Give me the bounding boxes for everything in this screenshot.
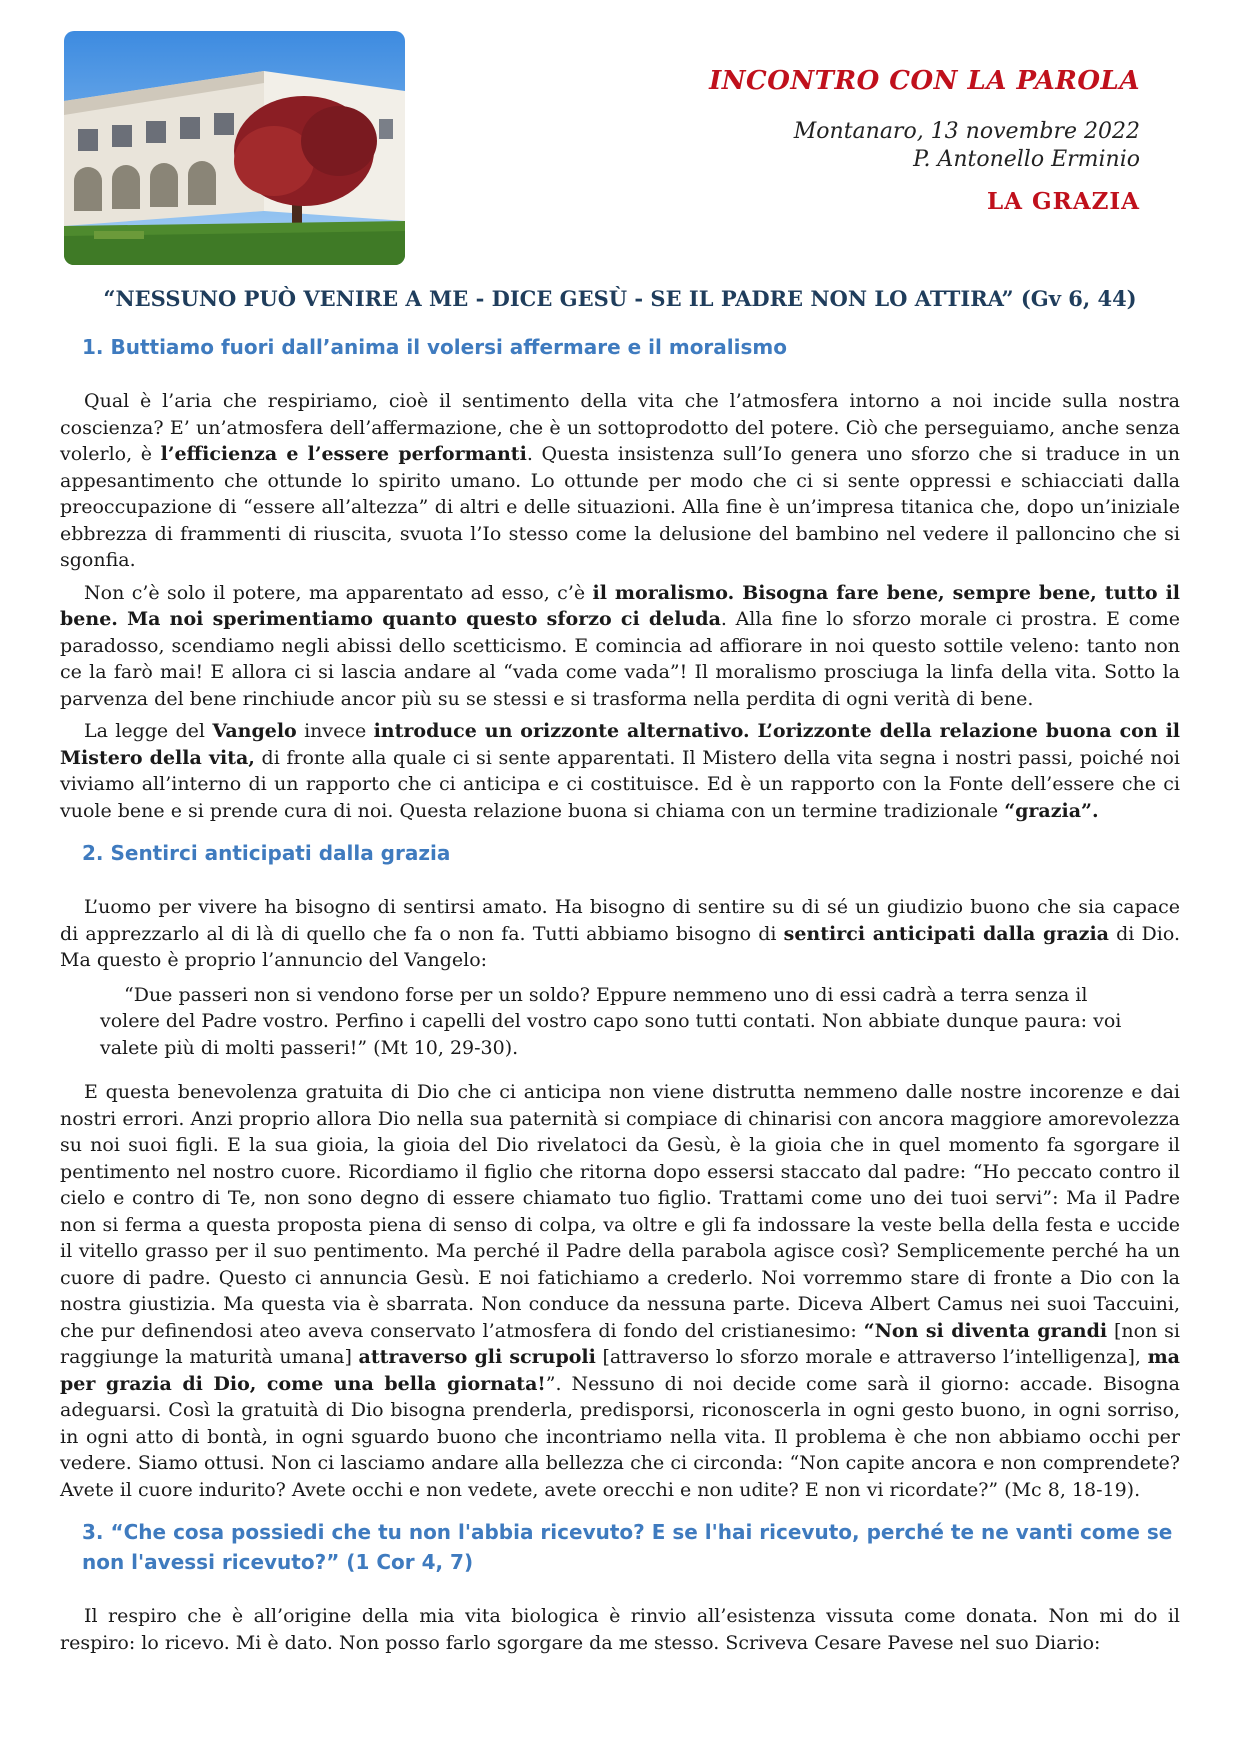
text-run: [non si raggiunge la maturità umana] (60, 1319, 1181, 1368)
bold-run: introduce un orizzonte alternativo. L’orizzonte della relazione buona con il Mistero della vita, (60, 720, 1181, 769)
section1-paragraph (60, 580, 1180, 713)
text-run: L’uomo per vivere ha bisogno di sentirsi amato. Ha bisogno di sentire su di sé un giudizio buono che sia capace di apprezzarlo al di là di quello che fa o non fa. Tutti abbiamo bisogno di (60, 896, 1180, 945)
text-run: invece (296, 720, 374, 742)
text-run: [attraverso lo sforzo morale e attraverso l’intelligenza], (595, 1346, 1148, 1368)
document-body (60, 332, 1180, 1662)
main-quote: “NESSUNO PUÒ VENIRE A ME - DICE GESÙ - SE IL PADRE NON LO ATTIRA” (Gv 6, 44) (103, 286, 1137, 311)
bold-run: ma per grazia di Dio, come una bella giornata! (60, 1346, 1180, 1395)
author: P. Antonello Erminio (913, 147, 1140, 172)
topic-title: LA GRAZIA (986, 188, 1140, 215)
text-run: . Alla fine lo sforzo morale ci prostra. E come paradosso, scendiamo negli abissi dello scetticismo. E comincia ad affiorare in noi questo sottile veleno: tanto non ce la farò mai! E allora ci si lascia andare al “vada come vada”! Il moralismo prosciuga la linfa della vita. Sotto la parvenza del bene rinchiude ancor più su se stessi e si trasforma nella perdita di ogni verità di bene. (60, 608, 1181, 710)
header-block (709, 66, 1140, 215)
text-run: E questa benevolenza gratuita di Dio che ci anticipa non viene distrutta nemmeno dalle nostre incorenze e dai nostri errori. Anzi proprio allora Dio nella sua paternità si compiace di chinarisi con ancora maggiore amorevolezza su noi suoi figli. E la sua gioia, la gioia del Dio rivelatoci da Gesù, è la gioia che in quel momento fa sgorgare il pentimento nel nostro cuore. Ricordiamo il figlio che ritorna dopo essersi staccato dal padre: “Ho peccato contro il cielo e contro di Te, non sono degno di essere chiamato tuo figlio. Trattami come uno dei tuoi servi”: Ma il Padre non si ferma a questa proposta piena di senso di colpa, va oltre e gli fa indossare la veste bella della festa e uccide il vitello grasso per il suo pentimento. Ma perché il Padre della parabola agisce così? Semplicemente perché ha un cuore di padre. Questo ci annuncia Gesù. E noi fatichiamo a crederlo. Noi vorremmo stare di fronte a Dio con la nostra giustizia. Ma questa via è sbarrata. Non conduce da nessuna parte. Diceva Albert Camus nei suoi Taccuini, che pur definendosi ateo aveva conservato l’atmosfera di fondo del cristianesimo: (60, 1081, 1180, 1342)
section2-heading: 2. Sentirci anticipati dalla grazia (82, 841, 451, 865)
section2-paragraph (60, 894, 1180, 974)
bold-run: attraverso gli scrupoli (358, 1346, 596, 1368)
section2-paragraph (60, 1079, 1180, 1503)
place-date: Montanaro, 13 novembre 2022 (793, 119, 1140, 144)
section3-paragraph: Il respiro che è all’origine della mia vita biologica è rinvio all’esistenza vissuta come donata. Non mi do il respiro: lo ricevo. Mi è dato. Non posso farlo sgorgare da me stesso. Scriveva Cesare Pavese nel suo Diario: (60, 1605, 1180, 1654)
text-run: La legge del (84, 720, 213, 742)
text-run: di fronte alla quale ci si sente apparentati. Il Mistero della vita segna i nostri passi, poiché noi viviamo all’interno di un rapporto che ci anticipa e ci costituisce. Ed è un rapporto con la Fonte dell’essere che ci vuole bene e si prende cura di noi. Questa relazione buona si chiama con un termine tradizionale (60, 746, 1181, 822)
gospel-quote: “Due passeri non si vendono forse per un soldo? Eppure nemmeno uno di essi cadrà a terra senza il volere del Padre vostro. Perfino i capelli del vostro capo sono tutti contati. Non abbiate dunque paura: voi valete più di molti passeri!” (Mt 10, 29-30). (100, 983, 1122, 1059)
bold-run: Vangelo (212, 720, 297, 742)
bold-run: “Non si diventa grandi (863, 1319, 1108, 1342)
text-run: Non c’è solo il potere, ma apparentato ad esso, c’è (84, 581, 593, 604)
text-run: di Dio. Ma questo è proprio l’annuncio del Vangelo: (60, 922, 1180, 971)
series-title: INCONTRO CON LA PAROLA (709, 66, 1140, 96)
text-run: ”. Nessuno di noi decide come sarà il giorno: accade. Bisogna adeguarsi. Così la gratuità di Dio bisogna prenderla, predisporsi, riconoscerla in ogni gesto buono, in ogni sorriso, in ogni atto di bontà, in ogni sguardo buono che incontriamo nella vita. Il problema è che non abbiamo occhi per vedere. Siamo ottusi. Non ci lasciamo andare alla bellezza che ci circonda: “Non capite ancora e non comprendete? Avete il cuore indurito? Avete occhi e non vedete, avete orecchi e non udite? E non vi ricordate?” (Mc 8, 18-19). (60, 1372, 1180, 1501)
section1-paragraph (60, 718, 1180, 824)
section1-paragraph (60, 388, 1180, 574)
header-photo (64, 31, 405, 265)
bold-run: sentirci anticipati dalla grazia (783, 922, 1109, 945)
section3-heading: 3. “Che cosa possiedi che tu non l'abbia ricevuto? E se l'hai ricevuto, perché te ne vanti come se non l'avessi ricevuto?” (1 Cor 4, 7) (82, 1520, 1173, 1574)
text-run: Qual è l’aria che respiriamo, cioè il sentimento della vita che l’atmosfera intorno a noi incide sulla nostra coscienza? E’ un’atmosfera dell’affermazione, che è un sottoprodotto del potere. Ciò che perseguiamo, anche senza volerlo, è (60, 390, 1180, 465)
bold-run: il moralismo. Bisogna fare bene, sempre bene, tutto il bene. Ma noi sperimentiamo quanto questo sforzo ci deluda (60, 581, 1180, 630)
bold-run: l’efficienza e l’essere performanti (160, 443, 527, 465)
text-run: . Questa insistenza sull’Io genera uno sforzo che si traduce in un appesantimento che ottunde lo spirito umano. Lo ottunde per modo che ci si sente oppressi e schiacciati dalla preoccupazione di “essere all’altezza” di altri e delle situazioni. Alla fine è un’impresa titanica che, dopo un’iniziale ebbrezza di frammenti di riuscita, svuota l’Io stesso come la delusione del bambino nel vedere il palloncino che si sgonfia. (60, 443, 1180, 571)
section1-heading: 1. Buttiamo fuori dall’anima il volersi affermare e il moralismo (82, 335, 787, 359)
bold-run: “grazia”. (1004, 799, 1099, 822)
